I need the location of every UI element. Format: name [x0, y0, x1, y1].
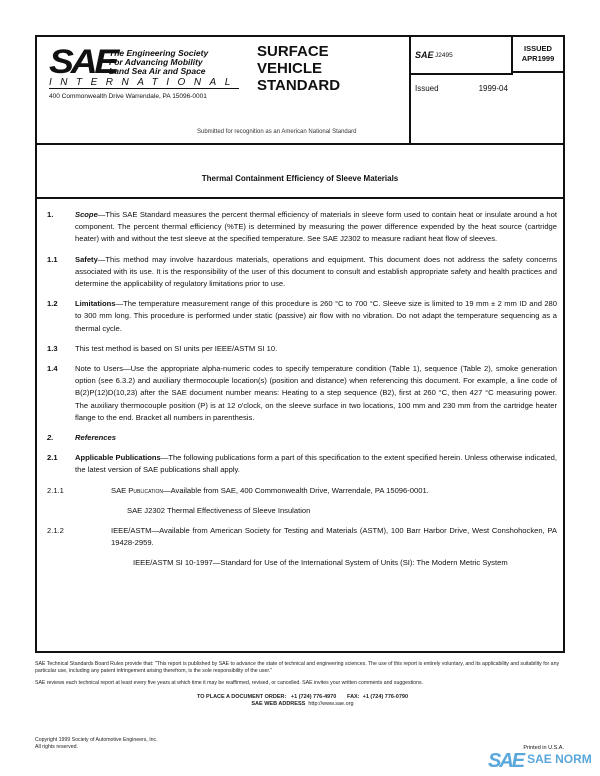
section-text: This test method is based on SI units per IEEE/ASTM SI 10.	[75, 343, 278, 353]
doc-number-cell	[411, 37, 513, 75]
section-sae-publication	[47, 485, 557, 497]
tagline	[109, 49, 208, 76]
section-number: 1.3	[47, 343, 58, 353]
section-applicable-publications	[47, 452, 557, 476]
section-text: —This SAE Standard measures the percent thermal efficiency of materials in sleeve form used to contain heat or insulate around a hot component. The percent thermal efficiency (%TE) is determined by measuring the power difference expended by the heat source (cartridge heater) with and without the test sleeve at the specified temperature. See SAE J2302 to measure radiant heat flow of sleeves.	[75, 210, 557, 244]
section-heading: Scope	[75, 210, 98, 219]
copyright-line: Copyright 1999 Society of Automotive Engineers, Inc.	[35, 737, 158, 743]
tagline-line: For Advancing Mobility	[109, 57, 203, 67]
section-number: 2.	[47, 433, 54, 443]
tagline-line: The Engineering Society	[109, 48, 209, 58]
section-heading: References	[75, 433, 116, 443]
policy-text: SAE Technical Standards Board Rules provide that: "This report is published by SAE to advance the state of technical and engineering sciences. The use of this report is entirely voluntary, and its applicability and suitability for any particular use, including any patent infringement arising therefrom, is the sole responsibility of the user."	[35, 661, 560, 674]
section-number: 2.1.1	[47, 485, 64, 495]
international-label: INTERNATIONAL	[49, 77, 239, 88]
issued-code: APR1999	[521, 54, 555, 63]
web-link[interactable]: http://www.sae.org	[308, 701, 354, 707]
document-body	[47, 209, 557, 578]
section-number: 1.4	[47, 364, 58, 374]
address: 400 Commonwealth Drive Warrendale, PA 15096-0001	[49, 93, 207, 100]
section-heading: Applicable Publications	[75, 453, 161, 463]
printed-in: Printed in U.S.A.	[523, 745, 564, 751]
sae-small-logo: SAE	[415, 50, 434, 60]
standard-frame	[35, 35, 565, 653]
issued-row-value: 1999-04	[478, 84, 508, 93]
section-number: 1.2	[47, 299, 58, 309]
fax-number: +1 (724) 776-0790	[362, 694, 409, 700]
sae-logo-mark: SAE	[49, 43, 117, 81]
document-title: Thermal Containment Efficiency of Sleeve Materials	[201, 174, 399, 183]
sae-norm-watermark	[488, 750, 592, 773]
title-row	[37, 143, 563, 199]
web-label: SAE WEB ADDRESS	[251, 701, 306, 707]
rights-line: All rights reserved.	[35, 744, 78, 750]
section-scope	[47, 209, 557, 246]
doc-class	[257, 43, 340, 94]
section-text: —The temperature measurement range of this procedure is 260 °C to 700 °C. Sleeve size is limited to 19 mm ± 2 mm ID and 280 to 300 mm long. This procedure is performed under static (passive) air flow with no vibration. Do not adapt the temperature sequencing as a thermal cycle.	[75, 299, 557, 333]
issued-label: ISSUED	[524, 44, 552, 53]
section-number: 2.1.2	[47, 526, 64, 536]
reference-item: SAE J2302 Thermal Effectiveness of Sleeve Insulation	[127, 505, 311, 515]
fax-label: FAX:	[347, 694, 360, 700]
issued-row-label: Issued	[415, 84, 439, 93]
header-right	[411, 37, 563, 143]
doc-class-line: VEHICLE	[257, 60, 323, 77]
watermark-text: SAE NORM	[527, 752, 592, 766]
section-heading: SAE Publication	[111, 485, 164, 495]
section-number: 1.1	[47, 254, 58, 264]
order-label: TO PLACE A DOCUMENT ORDER:	[196, 694, 287, 700]
doc-class-line: SURFACE	[257, 43, 329, 60]
issued-cell	[513, 37, 563, 73]
order-phone: +1 (724) 776-4970	[290, 694, 337, 700]
section-note-to-users	[47, 363, 557, 424]
issued-row	[415, 84, 508, 93]
footer	[35, 661, 570, 708]
order-info	[35, 694, 570, 708]
doc-class-line: STANDARD	[257, 77, 341, 94]
watermark-logo: SAE	[488, 750, 524, 772]
section-safety	[47, 254, 557, 291]
ansi-note: Submitted for recognition as an American National Standard	[197, 129, 357, 135]
section-heading: Limitations	[75, 299, 116, 309]
doc-number: J2495	[435, 52, 453, 59]
section-text: —This method may involve hazardous materials, operations and equipment. This document does not address the safety concerns associated with its use. It is the responsibility of the user of this document to consult and establish appropriate safety and health practices and determine the applicability of regulatory limitations prior to use.	[75, 254, 557, 289]
header	[37, 37, 563, 145]
tagline-line: Land Sea Air and Space	[109, 66, 206, 76]
section-text: —Available from SAE, 400 Commonwealth Drive, Warrendale, PA 15096-0001.	[163, 485, 429, 495]
reference-item: IEEE/ASTM SI 10-1997—Standard for Use of the International System of Units (SI): The Modern Metric System	[133, 558, 508, 568]
copyright	[35, 737, 158, 751]
section-text: IEEE/ASTM—Available from American Society for Testing and Materials (ASTM), 100 Barr Harbor Drive, West Conshohocken, PA 19428-2959.	[111, 526, 557, 548]
review-text: SAE reviews each technical report at least every five years at which time it may be reaffirmed, revised, or cancelled. SAE invites your written comments and suggestions.	[35, 680, 423, 686]
section-1-3	[47, 343, 557, 355]
section-ieee-astm	[47, 525, 557, 549]
section-references	[47, 432, 557, 444]
section-text: Note to Users—Use the appropriate alpha-numeric codes to specify temperature condition (Table 1), sequence (Table 2), smoke generation option (see 6.3.2) and auxiliary thermocouple location(s) (position and distance) when referencing this document. For example, a line code of B(2)P(12)D(10,23) after the SAE document number means: Heating to a step sequence (B2), first at 260 °C, then 427 °C measuring power. The auxiliary thermocouple position (P) is at 12 o'clock, on the sleeve surface in two locations, 100 mm and 230 mm from the cartridge heater flange to the end. Bracket all numbers in parenthesis.	[75, 364, 557, 422]
section-limitations	[47, 298, 557, 335]
section-heading: Safety	[75, 254, 98, 264]
section-number: 2.1	[47, 453, 58, 463]
header-left	[37, 37, 411, 143]
section-number: 1.	[47, 210, 54, 219]
section-text: —The following publications form a part of this specification to the extent specified herein. Unless otherwise indicated, the latest version of SAE publications shall apply.	[75, 453, 558, 475]
